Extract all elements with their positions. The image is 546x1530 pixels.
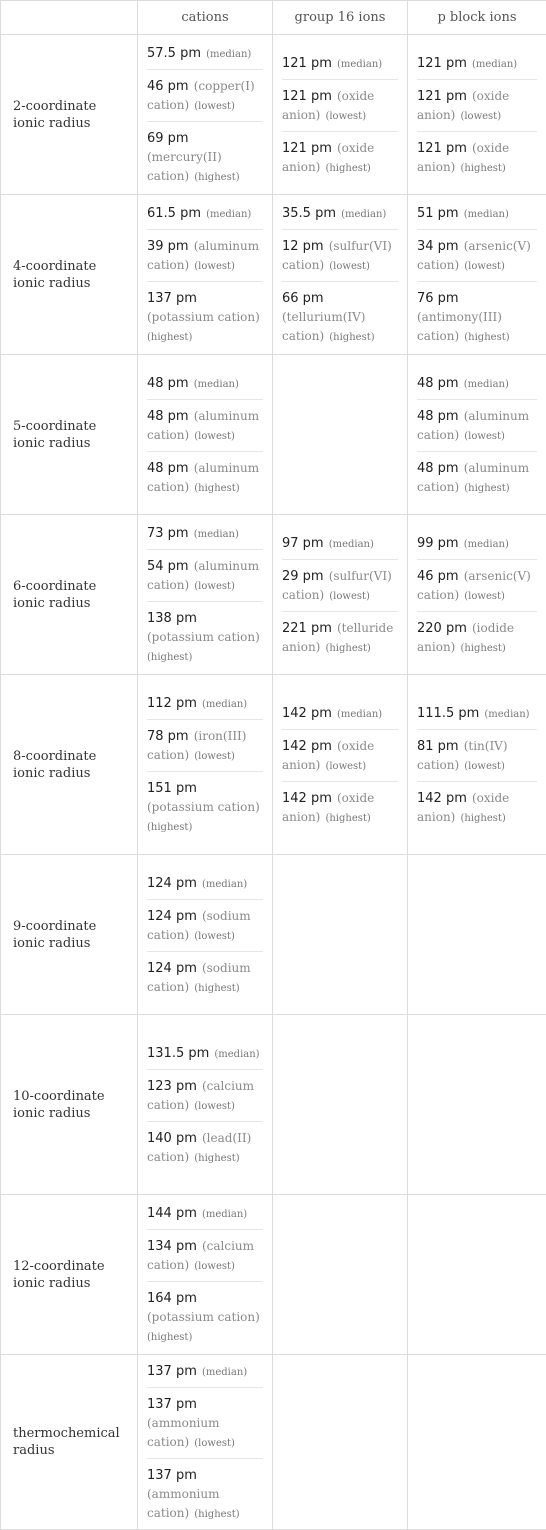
statistic-tag: (median) bbox=[337, 709, 382, 720]
value-entry bbox=[282, 47, 398, 80]
value-entry bbox=[417, 132, 537, 183]
value-entry bbox=[417, 560, 537, 612]
ion-description: (oxide anion) bbox=[417, 89, 509, 122]
radius-value: 61.5 pm bbox=[147, 206, 201, 221]
table-row bbox=[1, 1015, 546, 1195]
table-row bbox=[1, 1195, 546, 1355]
ion-description: (iodide anion) bbox=[417, 621, 514, 654]
table-cell bbox=[408, 35, 546, 195]
column-header-cations: cations bbox=[138, 1, 273, 35]
value-entry bbox=[282, 230, 398, 282]
statistic-tag: (lowest) bbox=[194, 1101, 235, 1112]
radius-value: 121 pm bbox=[282, 141, 332, 156]
statistic-tag: (lowest) bbox=[194, 751, 235, 762]
statistic-tag: (highest) bbox=[147, 1332, 192, 1343]
radius-value: 69 pm bbox=[147, 131, 189, 146]
value-entry bbox=[147, 1355, 263, 1388]
value-entry bbox=[282, 527, 398, 560]
radius-value: 124 pm bbox=[147, 961, 197, 976]
value-entry bbox=[417, 400, 537, 452]
radius-value: 111.5 pm bbox=[417, 706, 479, 721]
value-entry bbox=[147, 367, 263, 400]
value-entry bbox=[417, 527, 537, 560]
ion-description: (oxide anion) bbox=[282, 141, 374, 174]
radius-value: 121 pm bbox=[417, 56, 467, 71]
statistic-tag: (median) bbox=[464, 539, 509, 550]
ion-description: (oxide anion) bbox=[282, 791, 374, 824]
radius-value: 142 pm bbox=[282, 791, 332, 806]
value-entry bbox=[147, 230, 263, 282]
statistic-tag: (lowest) bbox=[194, 1261, 235, 1272]
value-entry bbox=[282, 560, 398, 612]
table-cell bbox=[138, 195, 273, 355]
ion-description: (iron(III) cation) bbox=[147, 729, 246, 762]
table-row bbox=[1, 355, 546, 515]
table-cell bbox=[408, 355, 546, 515]
statistic-tag: (median) bbox=[341, 209, 386, 220]
ion-description: (lead(II) cation) bbox=[147, 1131, 251, 1164]
ion-description: (oxide anion) bbox=[282, 89, 374, 122]
ion-description: (sodium cation) bbox=[147, 909, 251, 942]
table-cell bbox=[138, 35, 273, 195]
ion-description: (aluminum cation) bbox=[147, 239, 259, 272]
radius-value: 34 pm bbox=[417, 239, 459, 254]
value-entry bbox=[282, 730, 398, 782]
radius-value: 142 pm bbox=[282, 739, 332, 754]
radius-value: 39 pm bbox=[147, 239, 189, 254]
value-entry bbox=[147, 197, 263, 230]
row-label: 2-coordinate ionic radius bbox=[1, 35, 138, 195]
radius-value: 220 pm bbox=[417, 621, 467, 636]
value-entry bbox=[147, 1388, 263, 1459]
statistic-tag: (lowest) bbox=[464, 591, 505, 602]
radius-value: 124 pm bbox=[147, 876, 197, 891]
value-entry bbox=[417, 47, 537, 80]
radius-value: 164 pm bbox=[147, 1291, 197, 1306]
radius-value: 123 pm bbox=[147, 1079, 197, 1094]
row-label: 6-coordinate ionic radius bbox=[1, 515, 138, 675]
value-entry bbox=[417, 230, 537, 282]
ion-description: (aluminum cation) bbox=[147, 461, 259, 494]
statistic-tag: (highest) bbox=[147, 652, 192, 663]
radius-value: 76 pm bbox=[417, 291, 459, 306]
row-label: 10-coordinate ionic radius bbox=[1, 1015, 138, 1195]
radius-value: 124 pm bbox=[147, 909, 197, 924]
statistic-tag: (median) bbox=[464, 379, 509, 390]
value-entry bbox=[417, 197, 537, 230]
radius-value: 97 pm bbox=[282, 536, 324, 551]
value-entry bbox=[147, 867, 263, 900]
row-label: thermochemical radius bbox=[1, 1355, 138, 1530]
statistic-tag: (lowest) bbox=[194, 1438, 235, 1449]
radius-value: 29 pm bbox=[282, 569, 324, 584]
statistic-tag: (median) bbox=[206, 49, 251, 60]
statistic-tag: (highest) bbox=[147, 332, 192, 343]
table-cell bbox=[273, 1195, 408, 1355]
value-entry bbox=[282, 697, 398, 730]
ion-description: (antimony(III) cation) bbox=[417, 310, 502, 343]
ion-description: (tin(IV) cation) bbox=[417, 739, 508, 772]
table-row bbox=[1, 515, 546, 675]
statistic-tag: (median) bbox=[337, 59, 382, 70]
radius-value: 46 pm bbox=[147, 79, 189, 94]
radius-value: 151 pm bbox=[147, 781, 197, 796]
table-row bbox=[1, 195, 546, 355]
radius-value: 48 pm bbox=[417, 376, 459, 391]
statistic-tag: (lowest) bbox=[464, 761, 505, 772]
table-body bbox=[1, 35, 546, 1530]
table-cell bbox=[408, 515, 546, 675]
table-cell bbox=[138, 355, 273, 515]
ion-description: (sulfur(VI) cation) bbox=[282, 569, 392, 602]
value-entry bbox=[417, 612, 537, 663]
table-cell bbox=[273, 1355, 408, 1530]
column-header-pblock: p block ions bbox=[408, 1, 546, 35]
table-cell bbox=[138, 855, 273, 1015]
value-entry bbox=[282, 80, 398, 132]
statistic-tag: (lowest) bbox=[325, 761, 366, 772]
radius-value: 48 pm bbox=[147, 376, 189, 391]
statistic-tag: (highest) bbox=[194, 983, 239, 994]
table-cell bbox=[408, 1195, 546, 1355]
value-entry bbox=[147, 452, 263, 503]
radius-value: 66 pm bbox=[282, 291, 324, 306]
ion-description: (ammonium cation) bbox=[147, 1487, 220, 1520]
value-entry bbox=[147, 1197, 263, 1230]
radius-value: 54 pm bbox=[147, 559, 189, 574]
statistic-tag: (median) bbox=[472, 59, 517, 70]
ion-description: (potassium cation) bbox=[147, 1310, 260, 1324]
ion-description: (arsenic(V) cation) bbox=[417, 569, 531, 602]
value-entry bbox=[147, 122, 263, 192]
statistic-tag: (highest) bbox=[147, 822, 192, 833]
radius-value: 51 pm bbox=[417, 206, 459, 221]
statistic-tag: (highest) bbox=[194, 172, 239, 183]
value-entry bbox=[147, 37, 263, 70]
row-label: 9-coordinate ionic radius bbox=[1, 855, 138, 1015]
radius-value: 73 pm bbox=[147, 526, 189, 541]
statistic-tag: (lowest) bbox=[194, 431, 235, 442]
ion-description: (ammonium cation) bbox=[147, 1416, 220, 1449]
value-entry bbox=[417, 730, 537, 782]
statistic-tag: (highest) bbox=[325, 643, 370, 654]
statistic-tag: (highest) bbox=[464, 483, 509, 494]
value-entry bbox=[417, 80, 537, 132]
value-entry bbox=[147, 602, 263, 672]
statistic-tag: (median) bbox=[202, 699, 247, 710]
table-cell bbox=[273, 675, 408, 855]
value-entry bbox=[147, 1037, 263, 1070]
radius-value: 134 pm bbox=[147, 1239, 197, 1254]
radius-value: 138 pm bbox=[147, 611, 197, 626]
table-cell bbox=[408, 1015, 546, 1195]
column-header-group16: group 16 ions bbox=[273, 1, 408, 35]
statistic-tag: (lowest) bbox=[194, 931, 235, 942]
statistic-tag: (highest) bbox=[194, 1509, 239, 1520]
radius-value: 144 pm bbox=[147, 1206, 197, 1221]
row-label: 12-coordinate ionic radius bbox=[1, 1195, 138, 1355]
table-row bbox=[1, 855, 546, 1015]
radius-value: 112 pm bbox=[147, 696, 197, 711]
statistic-tag: (median) bbox=[202, 1367, 247, 1378]
table-cell bbox=[273, 1015, 408, 1195]
radius-value: 142 pm bbox=[417, 791, 467, 806]
header-corner bbox=[1, 1, 138, 35]
statistic-tag: (median) bbox=[464, 209, 509, 220]
ion-description: (arsenic(V) cation) bbox=[417, 239, 531, 272]
value-entry bbox=[147, 282, 263, 352]
statistic-tag: (highest) bbox=[460, 813, 505, 824]
radius-value: 48 pm bbox=[417, 409, 459, 424]
statistic-tag: (highest) bbox=[325, 813, 370, 824]
value-entry bbox=[282, 282, 398, 352]
table-row bbox=[1, 35, 546, 195]
value-entry bbox=[147, 772, 263, 842]
value-entry bbox=[147, 1122, 263, 1173]
statistic-tag: (highest) bbox=[460, 163, 505, 174]
table-cell bbox=[273, 515, 408, 675]
statistic-tag: (lowest) bbox=[464, 431, 505, 442]
statistic-tag: (median) bbox=[194, 379, 239, 390]
ion-description: (aluminum cation) bbox=[147, 409, 259, 442]
value-entry bbox=[282, 612, 398, 663]
ion-description: (aluminum cation) bbox=[147, 559, 259, 592]
statistic-tag: (lowest) bbox=[464, 261, 505, 272]
table-cell bbox=[138, 515, 273, 675]
statistic-tag: (median) bbox=[484, 709, 529, 720]
table-cell bbox=[138, 1195, 273, 1355]
table-row bbox=[1, 675, 546, 855]
table-cell bbox=[273, 355, 408, 515]
statistic-tag: (median) bbox=[194, 529, 239, 540]
table-cell bbox=[273, 195, 408, 355]
radius-value: 48 pm bbox=[147, 409, 189, 424]
radius-value: 221 pm bbox=[282, 621, 332, 636]
ion-description: (aluminum cation) bbox=[417, 409, 529, 442]
statistic-tag: (lowest) bbox=[329, 261, 370, 272]
statistic-tag: (highest) bbox=[329, 332, 374, 343]
ion-description: (calcium cation) bbox=[147, 1239, 254, 1272]
table-row bbox=[1, 1355, 546, 1530]
ion-description: (telluride anion) bbox=[282, 621, 393, 654]
statistic-tag: (median) bbox=[329, 539, 374, 550]
table-cell bbox=[408, 855, 546, 1015]
statistic-tag: (median) bbox=[206, 209, 251, 220]
value-entry bbox=[147, 1282, 263, 1352]
value-entry bbox=[417, 367, 537, 400]
radius-value: 78 pm bbox=[147, 729, 189, 744]
ion-description: (potassium cation) bbox=[147, 800, 260, 814]
value-entry bbox=[282, 782, 398, 833]
value-entry bbox=[282, 132, 398, 183]
statistic-tag: (highest) bbox=[460, 643, 505, 654]
radius-value: 48 pm bbox=[147, 461, 189, 476]
statistic-tag: (lowest) bbox=[194, 101, 235, 112]
ion-description: (oxide anion) bbox=[417, 141, 509, 174]
value-entry bbox=[147, 1459, 263, 1529]
row-label: 8-coordinate ionic radius bbox=[1, 675, 138, 855]
statistic-tag: (highest) bbox=[325, 163, 370, 174]
ion-description: (aluminum cation) bbox=[417, 461, 529, 494]
value-entry bbox=[417, 782, 537, 833]
header-row bbox=[1, 1, 546, 35]
value-entry bbox=[282, 197, 398, 230]
statistic-tag: (lowest) bbox=[329, 591, 370, 602]
ion-description: (oxide anion) bbox=[417, 791, 509, 824]
ion-description: (sodium cation) bbox=[147, 961, 251, 994]
radius-value: 99 pm bbox=[417, 536, 459, 551]
statistic-tag: (highest) bbox=[194, 483, 239, 494]
ion-description: (tellurium(IV) cation) bbox=[282, 310, 365, 343]
value-entry bbox=[147, 900, 263, 952]
ion-description: (copper(I) cation) bbox=[147, 79, 255, 112]
table-cell bbox=[273, 855, 408, 1015]
radius-value: 81 pm bbox=[417, 739, 459, 754]
value-entry bbox=[417, 282, 537, 352]
radius-value: 131.5 pm bbox=[147, 1046, 209, 1061]
radius-value: 121 pm bbox=[417, 89, 467, 104]
table-cell bbox=[273, 35, 408, 195]
statistic-tag: (median) bbox=[202, 879, 247, 890]
table-cell bbox=[408, 195, 546, 355]
radius-value: 46 pm bbox=[417, 569, 459, 584]
statistic-tag: (lowest) bbox=[194, 261, 235, 272]
value-entry bbox=[147, 1070, 263, 1122]
ion-description: (calcium cation) bbox=[147, 1079, 254, 1112]
statistic-tag: (median) bbox=[214, 1049, 259, 1060]
radius-value: 121 pm bbox=[282, 89, 332, 104]
ion-description: (mercury(II) cation) bbox=[147, 150, 222, 183]
statistic-tag: (lowest) bbox=[460, 111, 501, 122]
radius-value: 121 pm bbox=[282, 56, 332, 71]
statistic-tag: (highest) bbox=[464, 332, 509, 343]
value-entry bbox=[147, 1230, 263, 1282]
value-entry bbox=[417, 452, 537, 503]
ion-description: (sulfur(VI) cation) bbox=[282, 239, 392, 272]
value-entry bbox=[417, 697, 537, 730]
value-entry bbox=[147, 720, 263, 772]
table-cell bbox=[138, 675, 273, 855]
value-entry bbox=[147, 70, 263, 122]
table-cell bbox=[408, 675, 546, 855]
statistic-tag: (median) bbox=[202, 1209, 247, 1220]
value-entry bbox=[147, 952, 263, 1003]
radius-value: 142 pm bbox=[282, 706, 332, 721]
ion-description: (oxide anion) bbox=[282, 739, 374, 772]
radius-value: 137 pm bbox=[147, 1397, 197, 1412]
radius-value: 137 pm bbox=[147, 1468, 197, 1483]
radius-value: 137 pm bbox=[147, 1364, 197, 1379]
table-cell bbox=[138, 1015, 273, 1195]
radius-value: 137 pm bbox=[147, 291, 197, 306]
value-entry bbox=[147, 400, 263, 452]
row-label: 5-coordinate ionic radius bbox=[1, 355, 138, 515]
radius-value: 12 pm bbox=[282, 239, 324, 254]
radius-value: 121 pm bbox=[417, 141, 467, 156]
statistic-tag: (lowest) bbox=[194, 581, 235, 592]
ion-description: (potassium cation) bbox=[147, 310, 260, 324]
table-cell bbox=[408, 1355, 546, 1530]
radius-value: 48 pm bbox=[417, 461, 459, 476]
ion-description: (potassium cation) bbox=[147, 630, 260, 644]
row-label: 4-coordinate ionic radius bbox=[1, 195, 138, 355]
value-entry bbox=[147, 550, 263, 602]
value-entry bbox=[147, 517, 263, 550]
radius-value: 57.5 pm bbox=[147, 46, 201, 61]
radius-value: 140 pm bbox=[147, 1131, 197, 1146]
table-cell bbox=[138, 1355, 273, 1530]
statistic-tag: (lowest) bbox=[325, 111, 366, 122]
statistic-tag: (highest) bbox=[194, 1153, 239, 1164]
radius-value: 35.5 pm bbox=[282, 206, 336, 221]
value-entry bbox=[147, 687, 263, 720]
